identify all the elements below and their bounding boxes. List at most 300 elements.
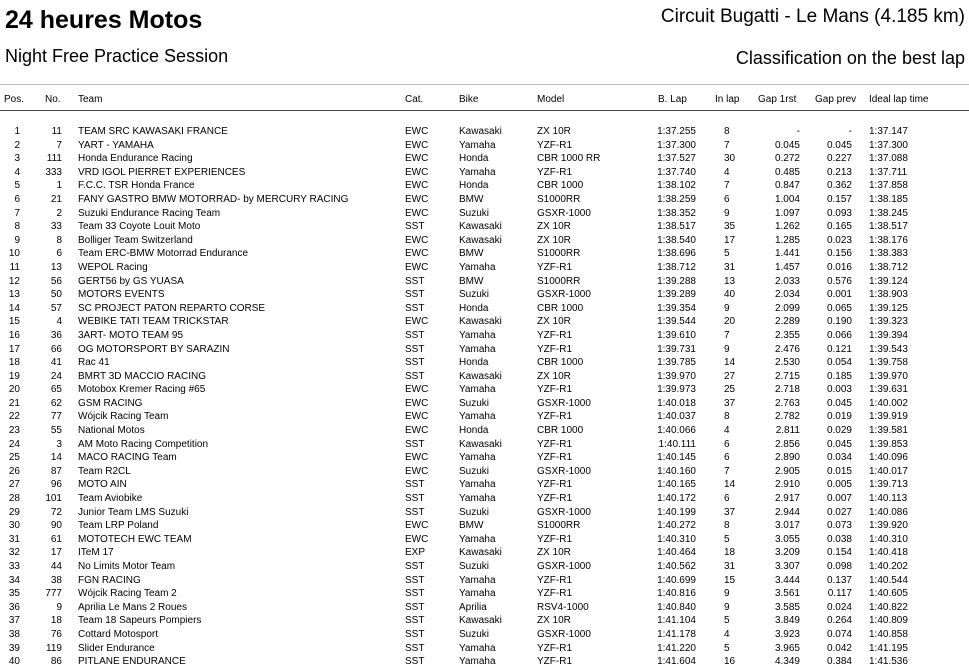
in-lap-cell: 5 — [724, 248, 730, 260]
gap-first-cell: 2.905 — [774, 465, 800, 477]
ideal-lap-cell: 1:39.920 — [869, 520, 908, 532]
col-team-header: Team — [78, 94, 103, 105]
gap-prev-cell: 0.156 — [826, 248, 852, 260]
table-row — [0, 383, 969, 397]
category-cell: EWC — [405, 465, 429, 477]
category-cell: SST — [405, 506, 425, 518]
best-lap-cell: 1:41.178 — [657, 628, 696, 640]
team-cell: Aprilia Le Mans 2 Roues — [78, 601, 187, 613]
position-cell: 12 — [8, 275, 20, 287]
gap-prev-cell: 0.098 — [826, 561, 852, 572]
ideal-lap-cell: 1:40.809 — [869, 615, 908, 627]
gap-prev-cell: 0.005 — [826, 479, 852, 491]
model-cell: YZF-R1 — [537, 139, 572, 151]
position-cell: 19 — [8, 370, 20, 382]
team-cell: Motobox Kremer Racing #65 — [78, 384, 206, 396]
ideal-lap-cell: 1:40.544 — [869, 574, 908, 586]
position-cell: 24 — [8, 438, 20, 450]
number-cell: 18 — [50, 615, 62, 627]
in-lap-cell: 8 — [724, 411, 730, 423]
bike-cell: Yamaha — [459, 343, 496, 355]
position-cell: 26 — [8, 465, 20, 477]
category-cell: SST — [405, 302, 425, 314]
team-cell: F.C.C. TSR Honda France — [78, 180, 195, 192]
bike-cell: Kawasaki — [459, 438, 502, 450]
bike-cell: Yamaha — [459, 642, 496, 654]
gap-prev-cell: 0.227 — [826, 153, 852, 165]
team-cell: SC PROJECT PATON REPARTO CORSE — [78, 302, 266, 314]
best-lap-cell: 1:38.712 — [657, 261, 696, 273]
ideal-lap-cell: 1:39.970 — [869, 370, 908, 382]
best-lap-cell: 1:37.740 — [657, 166, 696, 178]
team-cell: 3ART- MOTO TEAM 95 — [78, 329, 184, 341]
position-cell: 5 — [14, 180, 20, 192]
team-cell: Team LRP Poland — [78, 520, 159, 532]
gap-first-cell: 2.718 — [774, 384, 800, 396]
number-cell: 76 — [50, 628, 62, 640]
gap-prev-cell: 0.117 — [827, 588, 852, 600]
best-lap-cell: 1:37.255 — [657, 126, 696, 137]
position-cell: 3 — [14, 153, 20, 165]
gap-first-cell: 0.272 — [774, 153, 800, 165]
in-lap-cell: 30 — [724, 153, 736, 165]
team-cell: VRD IGOL PIERRET EXPERIENCES — [78, 166, 246, 178]
number-cell: 50 — [50, 289, 62, 301]
gap-first-cell: 2.944 — [774, 506, 800, 518]
bike-cell: BMW — [459, 275, 484, 287]
bike-cell: Honda — [459, 357, 489, 369]
bike-cell: Yamaha — [459, 479, 496, 491]
ideal-lap-cell: 1:37.088 — [869, 153, 908, 165]
in-lap-cell: 15 — [724, 574, 736, 586]
team-cell: OG MOTORSPORT BY SARAZIN — [78, 343, 230, 355]
table-row — [0, 139, 969, 153]
number-cell: 86 — [50, 656, 62, 668]
table-row — [0, 642, 969, 656]
gap-first-cell: 0.045 — [774, 139, 800, 151]
team-cell: National Motos — [78, 425, 145, 437]
table-row — [0, 125, 969, 139]
in-lap-cell: 37 — [724, 397, 736, 409]
ideal-lap-cell: 1:38.712 — [869, 261, 908, 273]
table-row — [0, 152, 969, 166]
model-cell: ZX 10R — [537, 370, 571, 382]
table-row — [0, 628, 969, 642]
position-cell: 17 — [8, 343, 20, 355]
model-cell: GSXR-1000 — [537, 289, 591, 301]
category-cell: SST — [405, 479, 425, 491]
table-row — [0, 247, 969, 261]
model-cell: YZF-R1 — [537, 588, 572, 600]
category-cell: SST — [405, 221, 425, 233]
top-divider — [0, 84, 969, 85]
in-lap-cell: 9 — [724, 343, 730, 355]
number-cell: 38 — [50, 574, 62, 586]
in-lap-cell: 4 — [724, 166, 730, 178]
model-cell: YZF-R1 — [537, 656, 572, 668]
gap-first-cell: 0.485 — [774, 166, 800, 178]
gap-prev-cell: 0.065 — [826, 302, 852, 314]
number-cell: 11 — [51, 126, 62, 137]
in-lap-cell: 18 — [724, 547, 736, 559]
in-lap-cell: 4 — [724, 425, 730, 437]
gap-prev-cell: 0.165 — [826, 221, 852, 233]
gap-prev-cell: 0.001 — [826, 289, 852, 301]
gap-prev-cell: 0.185 — [826, 370, 852, 382]
table-row — [0, 655, 969, 669]
event-title: 24 heures Motos — [5, 6, 203, 34]
category-cell: EWC — [405, 533, 429, 545]
bike-cell: Honda — [459, 302, 489, 314]
position-cell: 32 — [8, 547, 20, 559]
model-cell: ZX 10R — [537, 126, 571, 137]
position-cell: 27 — [8, 479, 20, 491]
table-row — [0, 302, 969, 316]
bike-cell: Yamaha — [459, 452, 496, 464]
number-cell: 101 — [45, 493, 62, 505]
gap-prev-cell: 0.066 — [826, 329, 852, 341]
position-cell: 38 — [8, 628, 20, 640]
team-cell: MACO RACING Team — [78, 452, 177, 464]
category-cell: EWC — [405, 261, 429, 273]
bike-cell: Yamaha — [459, 139, 496, 151]
category-cell: EWC — [405, 452, 429, 464]
team-cell: Team 18 Sapeurs Pompiers — [78, 615, 202, 627]
in-lap-cell: 6 — [724, 193, 730, 205]
number-cell: 1 — [56, 180, 62, 192]
gap-prev-cell: 0.015 — [826, 465, 852, 477]
bike-cell: Yamaha — [459, 411, 496, 423]
model-cell: ZX 10R — [537, 316, 571, 328]
gap-first-cell: 3.209 — [774, 547, 800, 559]
position-cell: 2 — [14, 139, 20, 151]
gap-prev-cell: 0.384 — [826, 656, 852, 668]
position-cell: 35 — [8, 588, 20, 600]
position-cell: 37 — [8, 615, 20, 627]
position-cell: 15 — [8, 316, 20, 328]
team-cell: Team ERC-BMW Motorrad Endurance — [78, 248, 249, 260]
number-cell: 9 — [56, 601, 62, 613]
bike-cell: Yamaha — [459, 261, 496, 273]
gap-prev-cell: 0.213 — [826, 166, 852, 178]
gap-first-cell: 1.097 — [774, 207, 800, 219]
team-cell: GSM RACING — [78, 397, 143, 409]
best-lap-cell: 1:37.300 — [657, 139, 696, 151]
bike-cell: Yamaha — [459, 384, 496, 396]
gap-prev-cell: 0.038 — [826, 533, 852, 545]
ideal-lap-cell: 1:37.711 — [869, 166, 908, 178]
ideal-lap-cell: 1:40.002 — [869, 397, 908, 409]
model-cell: CBR 1000 — [537, 357, 584, 369]
gap-prev-cell: 0.154 — [826, 547, 852, 559]
best-lap-cell: 1:40.018 — [657, 397, 696, 409]
gap-prev-cell: 0.029 — [826, 425, 852, 437]
bike-cell: BMW — [459, 193, 484, 205]
team-cell: GERT56 by GS YUASA — [78, 275, 184, 287]
category-cell: EWC — [405, 248, 429, 260]
table-row — [0, 533, 969, 547]
table-row — [0, 560, 969, 574]
gap-first-cell: 3.444 — [774, 574, 800, 586]
gap-first-cell: 2.476 — [774, 343, 800, 355]
category-cell: EWC — [405, 180, 429, 192]
model-cell: GSXR-1000 — [537, 561, 591, 572]
col-gapprev-header: Gap prev — [815, 94, 857, 105]
category-cell: EWC — [405, 153, 429, 165]
in-lap-cell: 37 — [724, 506, 736, 518]
number-cell: 119 — [46, 642, 62, 654]
gap-first-cell: 2.034 — [774, 289, 800, 301]
position-cell: 33 — [8, 561, 20, 572]
category-cell: SST — [405, 329, 425, 341]
category-cell: SST — [405, 628, 425, 640]
table-row — [0, 587, 969, 601]
number-cell: 17 — [50, 547, 62, 559]
gap-first-cell: 3.849 — [774, 615, 800, 627]
gap-prev-cell: 0.034 — [826, 452, 852, 464]
bike-cell: Suzuki — [459, 207, 490, 219]
ideal-lap-cell: 1:39.581 — [869, 425, 908, 437]
table-row — [0, 574, 969, 588]
bike-cell: Suzuki — [459, 397, 490, 409]
ideal-lap-cell: 1:40.418 — [869, 547, 908, 559]
model-cell: YZF-R1 — [537, 329, 572, 341]
position-cell: 30 — [8, 520, 20, 532]
gap-first-cell: - — [796, 126, 800, 137]
gap-prev-cell: 0.137 — [826, 574, 852, 586]
team-cell: AM Moto Racing Competition — [78, 438, 209, 450]
model-cell: GSXR-1000 — [537, 465, 591, 477]
category-cell: SST — [405, 561, 425, 572]
team-cell: Wójcik Racing Team — [78, 411, 169, 423]
gap-first-cell: 0.847 — [774, 180, 800, 192]
bike-cell: Kawasaki — [459, 221, 502, 233]
gap-first-cell: 3.585 — [774, 601, 800, 613]
team-cell: Bolliger Team Switzerland — [78, 234, 193, 246]
best-lap-cell: 1:40.199 — [657, 506, 696, 518]
category-cell: EWC — [405, 126, 429, 137]
model-cell: YZF-R1 — [537, 574, 572, 586]
ideal-lap-cell: 1:40.822 — [869, 601, 908, 613]
position-cell: 9 — [14, 234, 20, 246]
col-inlap-header: In lap — [715, 94, 740, 105]
best-lap-cell: 1:38.696 — [657, 248, 696, 260]
gap-first-cell: 2.715 — [774, 370, 800, 382]
ideal-lap-cell: 1:40.096 — [869, 452, 908, 464]
model-cell: ZX 10R — [537, 547, 571, 559]
in-lap-cell: 25 — [724, 384, 736, 396]
gap-first-cell: 3.923 — [774, 628, 800, 640]
position-cell: 10 — [8, 248, 20, 260]
in-lap-cell: 14 — [724, 479, 736, 491]
model-cell: S1000RR — [537, 193, 581, 205]
in-lap-cell: 4 — [724, 628, 730, 640]
best-lap-cell: 1:39.354 — [657, 302, 696, 314]
category-cell: EWC — [405, 166, 429, 178]
bike-cell: Suzuki — [459, 628, 490, 640]
category-cell: SST — [405, 642, 425, 654]
number-cell: 72 — [50, 506, 62, 518]
col-pos-header: Pos. — [4, 94, 25, 105]
table-row — [0, 356, 969, 370]
best-lap-cell: 1:39.731 — [657, 343, 696, 355]
model-cell: YZF-R1 — [537, 343, 572, 355]
gap-first-cell: 1.285 — [774, 234, 800, 246]
gap-first-cell: 3.307 — [774, 561, 800, 572]
position-cell: 23 — [8, 425, 20, 437]
category-cell: EWC — [405, 397, 429, 409]
gap-prev-cell: 0.576 — [826, 275, 852, 287]
col-gap1-header: Gap 1rst — [758, 94, 797, 105]
ideal-lap-cell: 1:39.124 — [869, 275, 908, 287]
ideal-lap-cell: 1:39.323 — [869, 316, 908, 328]
team-cell: BMRT 3D MACCIO RACING — [78, 370, 206, 382]
best-lap-cell: 1:39.610 — [657, 329, 696, 341]
model-cell: CBR 1000 — [537, 302, 584, 314]
model-cell: YZF-R1 — [537, 411, 572, 423]
ideal-lap-cell: 1:40.202 — [869, 561, 908, 572]
gap-first-cell: 3.017 — [774, 520, 800, 532]
best-lap-cell: 1:40.160 — [657, 465, 696, 477]
position-cell: 22 — [8, 411, 20, 423]
bike-cell: Suzuki — [459, 561, 490, 572]
number-cell: 61 — [50, 533, 62, 545]
best-lap-cell: 1:39.544 — [657, 316, 696, 328]
gap-prev-cell: 0.045 — [826, 397, 852, 409]
header-divider — [0, 110, 969, 111]
number-cell: 65 — [50, 384, 62, 396]
gap-first-cell: 1.262 — [774, 221, 800, 233]
in-lap-cell: 16 — [724, 656, 736, 668]
position-cell: 31 — [8, 533, 20, 545]
category-cell: EWC — [405, 316, 429, 328]
best-lap-cell: 1:39.973 — [657, 384, 696, 396]
in-lap-cell: 5 — [724, 642, 730, 654]
number-cell: 13 — [50, 261, 62, 273]
best-lap-cell: 1:40.145 — [657, 452, 696, 464]
gap-prev-cell: 0.054 — [826, 357, 852, 369]
position-cell: 34 — [8, 574, 20, 586]
category-cell: SST — [405, 493, 425, 505]
model-cell: S1000RR — [537, 275, 581, 287]
best-lap-cell: 1:40.165 — [657, 479, 696, 491]
ideal-lap-cell: 1:38.185 — [869, 193, 908, 205]
gap-first-cell: 2.782 — [774, 411, 800, 423]
best-lap-cell: 1:40.066 — [657, 425, 696, 437]
number-cell: 96 — [50, 479, 62, 491]
table-row — [0, 601, 969, 615]
bike-cell: Yamaha — [459, 166, 496, 178]
category-cell: SST — [405, 574, 425, 586]
category-cell: EWC — [405, 193, 429, 205]
ideal-lap-cell: 1:40.605 — [869, 588, 908, 600]
category-cell: SST — [405, 438, 425, 450]
team-cell: Suzuki Endurance Racing Team — [78, 207, 221, 219]
model-cell: ZX 10R — [537, 221, 571, 233]
gap-prev-cell: 0.045 — [826, 139, 852, 151]
gap-prev-cell: 0.264 — [826, 615, 852, 627]
best-lap-cell: 1:40.699 — [657, 574, 696, 586]
best-lap-cell: 1:39.970 — [657, 370, 696, 382]
model-cell: CBR 1000 — [537, 180, 584, 192]
gap-prev-cell: 0.024 — [826, 601, 852, 613]
position-cell: 29 — [8, 506, 20, 518]
gap-first-cell: 1.441 — [774, 248, 800, 260]
number-cell: 56 — [50, 275, 62, 287]
bike-cell: Aprilia — [459, 601, 487, 613]
team-cell: TEAM SRC KAWASAKI FRANCE — [78, 126, 228, 137]
ideal-lap-cell: 1:37.147 — [869, 126, 908, 137]
ideal-lap-cell: 1:39.853 — [869, 438, 908, 450]
classification-table — [0, 125, 969, 669]
circuit-name: Circuit Bugatti - Le Mans (4.185 km) — [660, 6, 965, 27]
position-cell: 36 — [8, 601, 20, 613]
best-lap-cell: 1:40.111 — [658, 438, 696, 450]
best-lap-cell: 1:40.172 — [657, 493, 696, 505]
team-cell: MOTOTECH EWC TEAM — [78, 533, 192, 545]
gap-prev-cell: 0.042 — [826, 642, 852, 654]
team-cell: MOTO AIN — [78, 479, 127, 491]
model-cell: S1000RR — [537, 520, 581, 532]
gap-first-cell: 2.910 — [774, 479, 800, 491]
category-cell: SST — [405, 656, 425, 668]
ideal-lap-cell: 1:39.631 — [869, 384, 908, 396]
best-lap-cell: 1:41.604 — [657, 656, 696, 668]
gap-prev-cell: 0.157 — [826, 193, 852, 205]
team-cell: FANY GASTRO BMW MOTORRAD- by MERCURY RACING — [78, 193, 349, 205]
number-cell: 111 — [46, 153, 62, 165]
bike-cell: Kawasaki — [459, 126, 502, 137]
ideal-lap-cell: 1:38.245 — [869, 207, 908, 219]
number-cell: 4 — [56, 316, 62, 328]
gap-prev-cell: 0.007 — [826, 493, 852, 505]
in-lap-cell: 17 — [724, 234, 736, 246]
bike-cell: Yamaha — [459, 533, 496, 545]
position-cell: 4 — [14, 166, 20, 178]
bike-cell: Suzuki — [459, 506, 490, 518]
gap-first-cell: 2.763 — [774, 397, 800, 409]
gap-first-cell: 3.055 — [774, 533, 800, 545]
number-cell: 7 — [56, 139, 62, 151]
bike-cell: Honda — [459, 180, 489, 192]
team-cell: Wójcik Racing Team 2 — [78, 588, 177, 600]
team-cell: Slider Endurance — [78, 642, 155, 654]
best-lap-cell: 1:40.037 — [657, 411, 696, 423]
number-cell: 3 — [56, 438, 62, 450]
number-cell: 36 — [50, 329, 62, 341]
number-cell: 87 — [50, 465, 62, 477]
classification-label: Classification on the best lap — [735, 48, 965, 68]
number-cell: 8 — [56, 234, 62, 246]
ideal-lap-cell: 1:38.383 — [869, 248, 908, 260]
position-cell: 1 — [14, 126, 20, 137]
best-lap-cell: 1:38.517 — [657, 221, 696, 233]
bike-cell: BMW — [459, 248, 484, 260]
bike-cell: Yamaha — [459, 574, 496, 586]
gap-prev-cell: 0.027 — [826, 506, 852, 518]
ideal-lap-cell: 1:39.125 — [869, 302, 908, 314]
table-row — [0, 261, 969, 275]
session-title: Night Free Practice Session — [5, 46, 229, 66]
team-cell: No Limits Motor Team — [78, 561, 176, 572]
category-cell: EWC — [405, 139, 429, 151]
gap-first-cell: 2.099 — [774, 302, 800, 314]
model-cell: YZF-R1 — [537, 261, 572, 273]
number-cell: 55 — [50, 425, 62, 437]
team-cell: FGN RACING — [78, 574, 141, 586]
model-cell: GSXR-1000 — [537, 628, 591, 640]
model-cell: GSXR-1000 — [537, 397, 591, 409]
